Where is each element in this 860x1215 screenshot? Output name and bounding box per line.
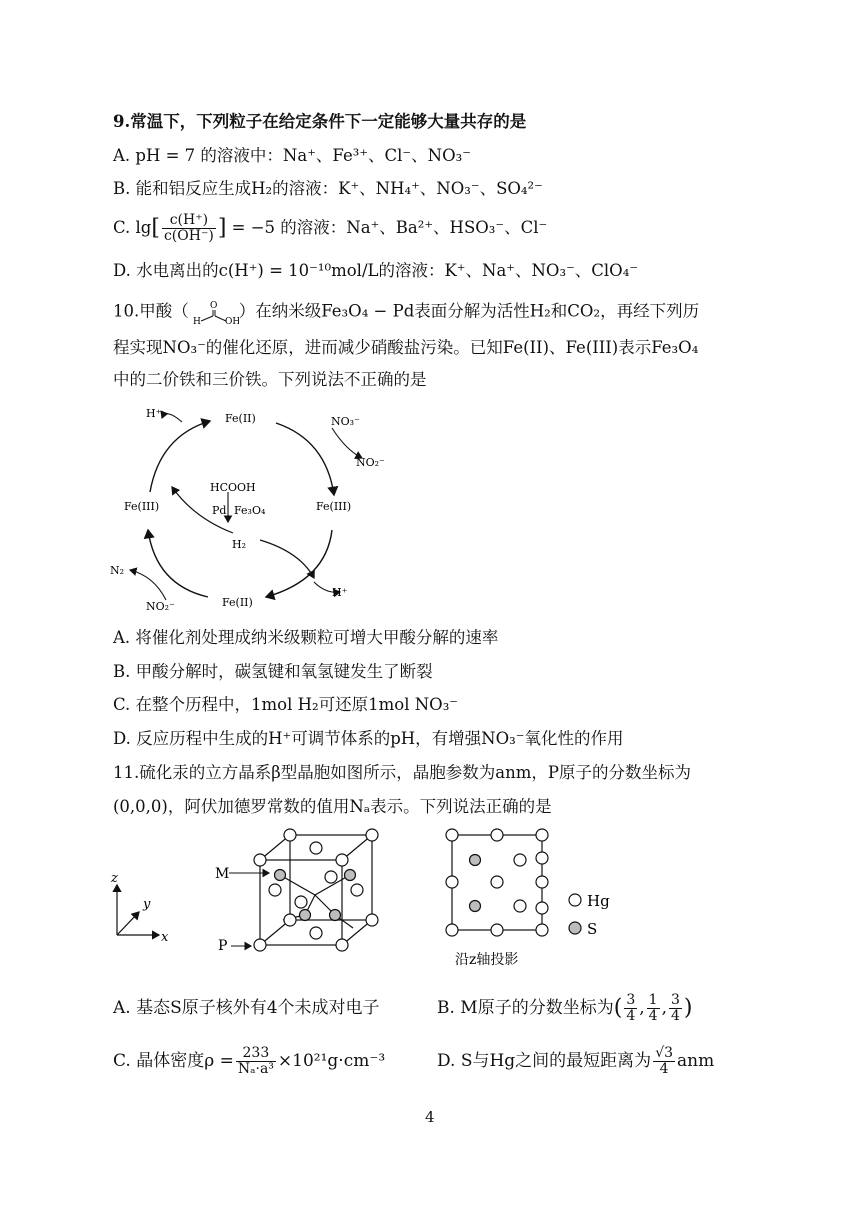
no3-label: NO₃⁻ xyxy=(331,415,360,428)
legend-s-label: S xyxy=(587,920,598,938)
q10-option-d: D. 反应历程中生成的H⁺可调节体系的pH，有增强NO₃⁻氧化性的作用 xyxy=(113,729,624,748)
q11-d-denominator: 4 xyxy=(659,1061,669,1077)
q9-c-numerator: c(H⁺) xyxy=(162,213,216,229)
formic-oh-label: OH xyxy=(224,317,239,325)
q10-option-b: B. 甲酸分解时，碳氢键和氧氢键发生了断裂 xyxy=(113,662,433,681)
no2-bottom-label: NO₂⁻ xyxy=(146,600,175,613)
hcooh-label: HCOOH xyxy=(210,481,256,494)
arrow-fe3-to-fe2-bottom xyxy=(266,530,332,597)
hg-atoms-3d xyxy=(254,829,378,951)
q11-b-z-num: 3 xyxy=(670,992,680,1008)
h2-label: H₂ xyxy=(232,538,247,551)
arrow-fe2-to-fe3-right xyxy=(276,423,334,495)
q9-stem: 9.常温下，下列粒子在给定条件下一定能够大量共存的是 xyxy=(113,112,527,131)
q11-d-prefix: D. S与Hg之间的最短距离为 xyxy=(437,1051,652,1071)
fe3-right-label: Fe(III) xyxy=(316,500,352,513)
q9-c-prefix: C. lg xyxy=(113,218,152,237)
q9-option-b: B. 能和铝反应生成H₂的溶液：K⁺、NH₄⁺、NO₃⁻、SO₄²⁻ xyxy=(113,179,543,198)
n2-label: N₂ xyxy=(110,564,125,577)
axis-x-label: x xyxy=(161,930,169,945)
q11-crystal-diagrams xyxy=(105,820,625,980)
q9-c-fraction xyxy=(162,213,216,244)
no3-in-arrow xyxy=(332,428,362,458)
q10-stem-pre: 10.甲酸（ xyxy=(113,301,189,321)
hplus-top-label: H⁺ xyxy=(146,407,162,420)
q11-c-prefix: C. 晶体密度ρ = xyxy=(113,1051,234,1071)
axis-y-label: y xyxy=(143,897,151,912)
q11-option-b: B. M原子的分数坐标为( $\frac{3}{4}$ , $\frac{1}{4}$ , $\frac{3}{4}$ ) xyxy=(437,992,693,1024)
q10-stem-line2: 程实现NO₃⁻的催化还原，进而减少硝酸盐污染。已知Fe(II)、Fe(III)表示Fe₃O₄ xyxy=(113,338,699,357)
q11-b-y-den: 4 xyxy=(648,1008,658,1024)
q9-option-c: C. lg[ $\frac{c(H^+)}{c(OH^-)}$ ] = −5 的溶液：Na⁺、Ba²⁺、HSO₃⁻、Cl⁻ xyxy=(113,212,548,244)
no2-right-label: NO₂⁻ xyxy=(356,456,385,469)
q10-option-a: A. 将催化剂处理成纳米级颗粒可增大甲酸分解的速率 xyxy=(113,628,499,647)
q11-d-fraction xyxy=(653,1046,675,1077)
q11-stem-line1: 11.硫化汞的立方晶系β型晶胞如图所示，晶胞参数为anm，P原子的分数坐标为 xyxy=(113,763,691,782)
q11-b-x xyxy=(624,993,637,1024)
z-projection xyxy=(446,829,548,936)
q10-option-c: C. 在整个历程中，1mol H₂可还原1mol NO₃⁻ xyxy=(113,695,459,714)
legend xyxy=(569,892,610,938)
q11-b-x-num: 3 xyxy=(626,992,636,1008)
hplus-top-arrow xyxy=(162,414,182,422)
q11-b-x-den: 4 xyxy=(626,1008,636,1024)
label-m: M xyxy=(215,866,230,882)
formic-acid-structure xyxy=(189,299,239,325)
fe2-bottom-label: Fe(II) xyxy=(222,596,253,609)
q10-cycle-diagram xyxy=(100,400,400,620)
h2-to-right-arrow xyxy=(260,540,314,578)
n2-out-arrow xyxy=(130,570,166,600)
q11-option-a: A. 基态S原子核外有4个未成对电子 xyxy=(113,998,380,1018)
legend-s-marker xyxy=(569,922,581,934)
q9-option-d: D. 水电离出的c(H⁺) = 10⁻¹⁰mol/L的溶液：K⁺、Na⁺、NO₃⁻、ClO₄⁻ xyxy=(113,261,639,280)
pd-label: Pd xyxy=(212,504,227,517)
fe2-top-label: Fe(II) xyxy=(225,412,256,425)
q11-stem-line2: (0,0,0)，阿伏加德罗常数的值用Nₐ表示。下列说法正确的是 xyxy=(113,797,552,816)
q11-d-numerator: √3 xyxy=(655,1045,674,1061)
q11-option-d xyxy=(437,1046,714,1077)
q11-c-denominator: Nₐ·a³ xyxy=(237,1061,274,1077)
arrow-fe3-to-fe2-top xyxy=(150,421,210,492)
q9-option-a: A. pH = 7 的溶液中：Na⁺、Fe³⁺、Cl⁻、NO₃⁻ xyxy=(113,146,471,165)
label-p: P xyxy=(218,938,228,954)
q11-b-z xyxy=(669,993,682,1024)
q10-stem-line1 xyxy=(113,299,699,325)
legend-hg-marker xyxy=(569,894,581,906)
hplus-bottom-label: H⁺ xyxy=(332,586,348,599)
q11-b-y xyxy=(647,993,660,1024)
fe3-left-label: Fe(III) xyxy=(124,500,160,513)
q11-option-c xyxy=(113,1046,385,1077)
q11-c-numerator: 233 xyxy=(236,1046,276,1062)
legend-hg-label: Hg xyxy=(587,892,610,910)
formic-o-label: O xyxy=(209,301,218,311)
q11-b-prefix: B. M原子的分数坐标为 xyxy=(437,998,614,1018)
axis-z-label: z xyxy=(111,871,118,886)
q10-stem-line3: 中的二价铁和三价铁。下列说法不正确的是 xyxy=(113,370,427,389)
q10-stem-post: ）在纳米级Fe₃O₄ − Pd表面分解为活性H₂和CO₂，再经下列历 xyxy=(238,301,700,321)
page-number: 4 xyxy=(425,1108,435,1126)
q9-c-suffix: = −5 的溶液：Na⁺、Ba²⁺、HSO₃⁻、Cl⁻ xyxy=(226,218,548,237)
q11-d-suffix: anm xyxy=(677,1051,715,1071)
fe3o4-label: Fe₃O₄ xyxy=(234,504,266,517)
q11-c-suffix: ×10²¹g·cm⁻³ xyxy=(277,1051,386,1071)
q11-b-z-den: 4 xyxy=(670,1008,680,1024)
axis-indicator xyxy=(110,871,169,945)
q9-c-denominator: c(OH⁻) xyxy=(163,228,214,244)
formic-h-label: H xyxy=(192,317,201,325)
q11-c-fraction xyxy=(236,1046,276,1077)
projection-caption: 沿z轴投影 xyxy=(455,952,519,968)
q11-b-y-num: 1 xyxy=(648,992,658,1008)
